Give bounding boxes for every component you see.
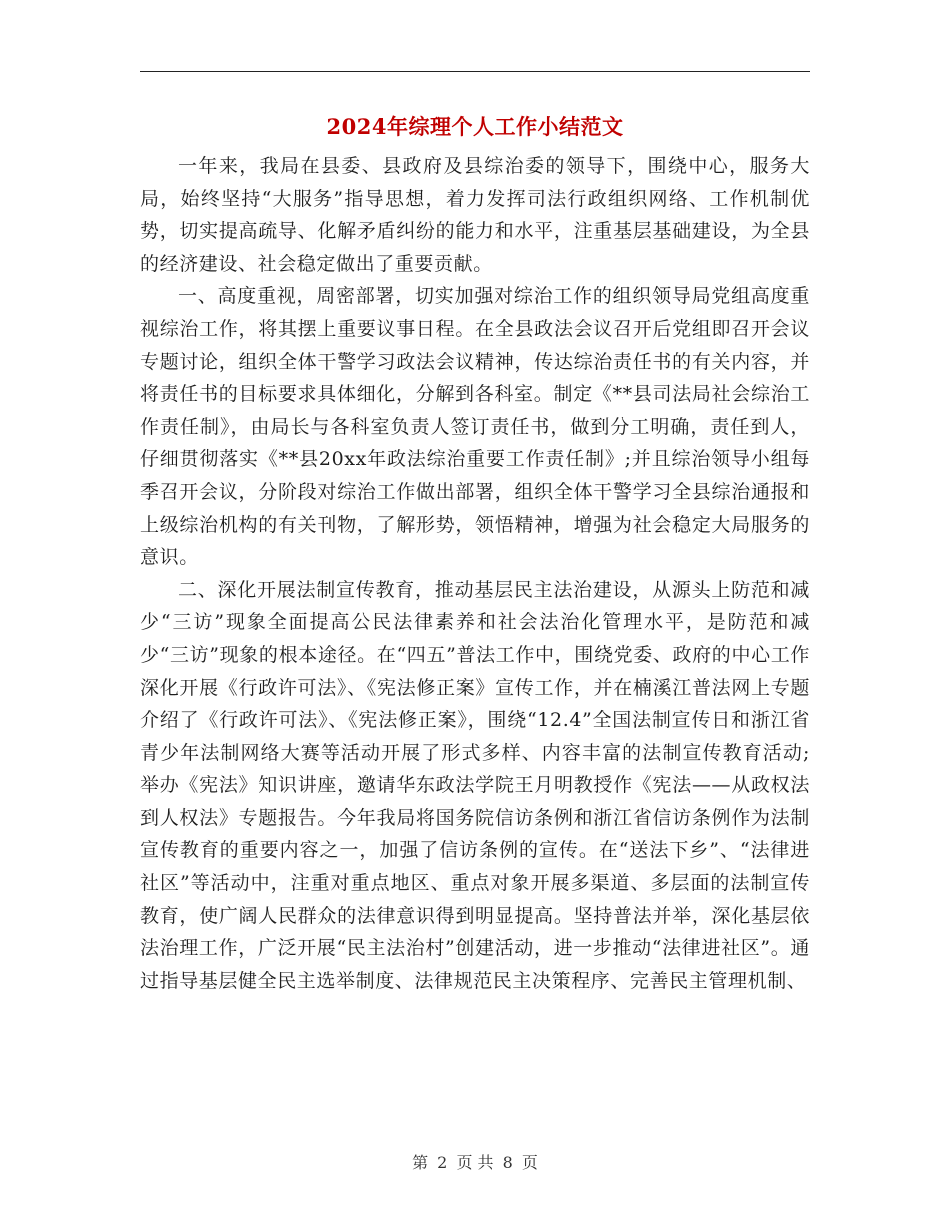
footer-total-pages: 8 [502, 1153, 513, 1172]
footer-suffix: 页 [521, 1153, 538, 1172]
paragraph-section-1: 一、高度重视，周密部署，切实加强对综治工作的组织领导局党组高度重视综治工作，将其摆上重要议事日程。在全县政法会议召开后党组即召开会议专题讨论，组织全体干警学习政法会议精神，传达综治责任书的有关内容，并将责任书的目标要求具体细化，分解到各科室。制定《**县司法局社会综治工作责任制》，由局长与各科室负责人签订责任书，做到分工明确，责任到人，仔细贯彻落实《**县20xx年政法综治重要工作责任制》;并且综治领导小组每季召开会议，分阶段对综治工作做出部署，组织全体干警学习全县综治通报和上级综治机构的有关刊物，了解形势，领悟精神，增强为社会稳定大局服务的意识。 [140, 285, 810, 569]
document-title: 2024年综理个人工作小结范文 [326, 114, 624, 139]
page-footer [140, 1152, 810, 1174]
paragraph-section-2: 二、深化开展法制宣传教育，推动基层民主法治建设，从源头上防范和减少“三访”现象全面提高公民法律素养和社会法治化管理水平，是防范和减少“三访”现象的根本途径。在“四五”普法工作中，围绕党委、政府的中心工作深化开展《行政许可法》、《宪法修正案》宣传工作，并在楠溪江普法网上专题介绍了《行政许可法》、《宪法修正案》，围绕“12.4”全国法制宣传日和浙江省青少年法制网络大赛等活动开展了形式多样、内容丰富的法制宣传教育活动;举办《宪法》知识讲座，邀请华东政法学院王月明教授作《宪法——从政权法到人权法》专题报告。今年我局将国务院信访条例和浙江省信访条例作为法制宣传教育的重要内容之一，加强了信访条例的宣传。在“送法下乡”、“法律进社区”等活动中，注重对重点地区、重点对象开展多渠道、多层面的法制宣传教育，使广阔人民群众的法律意识得到明显提高。坚持普法并举，深化基层依法治理工作，广泛开展“民主法治村”创建活动，进一步推动“法律进社区”。通过指导基层健全民主选举制度、法律规范民主决策程序、完善民主管理机制、 [140, 578, 810, 992]
footer-middle: 页 共 [456, 1153, 494, 1172]
header-rule [140, 71, 810, 72]
document-body [140, 150, 810, 997]
paragraph-intro: 一年来，我局在县委、县政府及县综治委的领导下，围绕中心，服务大局，始终坚持“大服务”指导思想，着力发挥司法行政组织网络、工作机制优势，切实提高疏导、化解矛盾纠纷的能力和水平，注重基层基础建设，为全县的经济建设、社会稳定做出了重要贡献。 [140, 155, 810, 275]
footer-prefix: 第 [412, 1153, 429, 1172]
footer-current-page: 2 [437, 1153, 448, 1172]
